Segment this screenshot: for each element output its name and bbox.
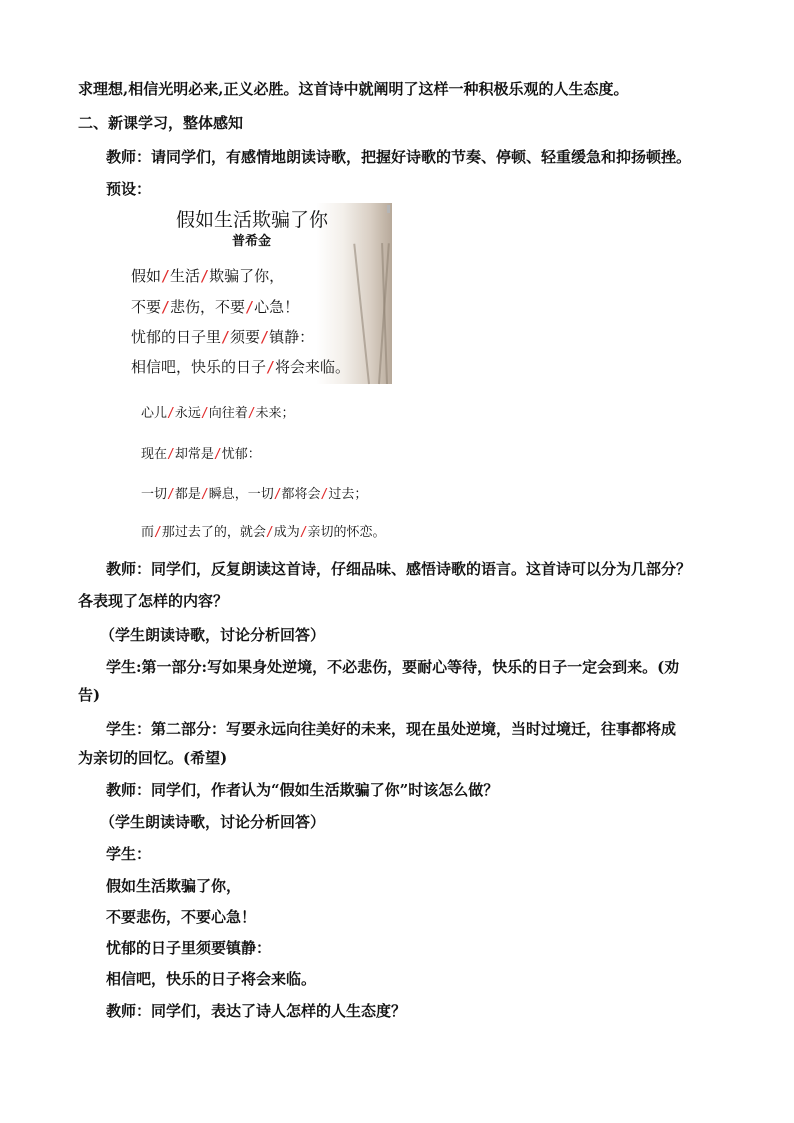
pause-separator: / [167, 406, 175, 421]
teacher-question-2b: 各表现了怎样的内容？ [78, 592, 229, 610]
student-activity-note-1: （学生朗读诗歌，讨论分析回答） [100, 626, 326, 644]
student-answer-2a: 学生：第二部分：写要永远向往美好的未来，现在虽处逆境，当时过境迁，往事都将成 [106, 720, 677, 738]
poem-segment: 不要 [131, 298, 162, 316]
poem-author: 普希金 [232, 234, 272, 249]
pause-separator: / [200, 487, 209, 502]
poem-segment: 假如 [131, 267, 162, 285]
pause-separator: / [265, 525, 274, 540]
poem-segment: 未来； [255, 406, 295, 421]
image-corner-mark [387, 205, 390, 213]
pause-separator: / [161, 267, 171, 285]
poem-segment: 镇静： [269, 328, 315, 346]
teacher-instruction-1: 教师：请同学们，有感情地朗读诗歌，把握好诗歌的节奏、停顿、轻重缓急和抑扬顿挫。 [106, 148, 692, 166]
poem-segment: 都是 [174, 487, 201, 502]
pause-separator: / [299, 525, 308, 540]
poem-segment: 瞬息，一切 [208, 487, 274, 502]
student-answer-1b: 告) [78, 686, 101, 704]
poem-segment: 成为 [273, 525, 300, 540]
teacher-question-2a: 教师：同学们，反复朗读这首诗，仔细品味、感悟诗歌的语言。这首诗可以分为几部分？ [106, 560, 692, 578]
poem-segment: 而 [141, 525, 155, 540]
poem-line-6 [141, 446, 261, 464]
pause-separator: / [247, 406, 256, 421]
teacher-question-4: 教师：同学们，表达了诗人怎样的人生态度？ [106, 1002, 407, 1020]
pause-separator: / [266, 358, 276, 376]
preset-label: 预设： [106, 180, 152, 198]
poem-segment: 心儿 [141, 406, 168, 421]
poem-segment: 都将会 [281, 487, 321, 502]
pause-separator: / [167, 487, 175, 502]
poem-line-7 [141, 486, 367, 504]
teacher-question-3: 教师：同学们，作者认为“假如生活欺骗了你”时该怎么做？ [106, 781, 499, 799]
pause-separator: / [213, 447, 222, 462]
recited-line-1: 假如生活欺骗了你， [106, 877, 242, 895]
poem-segment: 生活 [170, 267, 201, 285]
poem-line-2 [131, 297, 299, 317]
intro-line: 求理想,相信光明必来,正义必胜。这首诗中就阐明了这样一种积极乐观的人生态度。 [78, 80, 629, 98]
recited-line-4: 相信吧，快乐的日子将会来临。 [106, 970, 317, 988]
poem-segment: 一切 [141, 487, 168, 502]
poem-segment: 将会来临。 [275, 358, 351, 376]
poem-line-5 [141, 405, 295, 423]
poem-title: 假如生活欺骗了你 [176, 209, 329, 231]
poem-segment: 那过去了的，就会 [161, 525, 266, 540]
pause-separator: / [221, 328, 231, 346]
student-answer-2b: 为亲切的回忆。(希望) [78, 749, 228, 767]
student-label: 学生： [106, 845, 152, 863]
poem-segment: 亲切的怀恋。 [307, 525, 386, 540]
pause-separator: / [273, 487, 282, 502]
poem-line-1 [131, 266, 284, 286]
poem-segment: 过去； [328, 487, 368, 502]
poem-segment: 欺骗了你， [209, 267, 285, 285]
pause-separator: / [200, 267, 210, 285]
student-activity-note-2: （学生朗读诗歌，讨论分析回答） [100, 813, 326, 831]
pause-separator: / [200, 406, 209, 421]
recited-line-3: 忧郁的日子里须要镇静： [106, 939, 272, 957]
pause-separator: / [260, 328, 270, 346]
tree-branch-decoration [353, 244, 370, 384]
pause-separator: / [154, 525, 162, 540]
poem-line-8 [141, 524, 386, 542]
pause-separator: / [245, 298, 255, 316]
poem-segment: 却常是 [174, 447, 214, 462]
poem-segment: 须要 [230, 328, 261, 346]
student-answer-1a: 学生:第一部分:写如果身处逆境，不必悲伤，要耐心等待，快乐的日子一定会到来。(劝 [106, 658, 680, 676]
poem-segment: 向往着 [208, 406, 248, 421]
section-heading: 二、新课学习，整体感知 [78, 114, 244, 132]
recited-line-2: 不要悲伤，不要心急！ [106, 908, 257, 926]
poem-line-4 [131, 357, 350, 377]
pause-separator: / [320, 487, 329, 502]
poem-segment: 相信吧，快乐的日子 [131, 358, 267, 376]
poem-segment: 永远 [174, 406, 201, 421]
poem-segment: 忧郁： [221, 447, 261, 462]
poem-segment: 现在 [141, 447, 168, 462]
poem-segment: 心急！ [254, 298, 300, 316]
pause-separator: / [161, 298, 171, 316]
poem-segment: 忧郁的日子里 [131, 328, 222, 346]
pause-separator: / [167, 447, 175, 462]
poem-line-3 [131, 327, 314, 347]
poem-segment: 悲伤，不要 [170, 298, 246, 316]
